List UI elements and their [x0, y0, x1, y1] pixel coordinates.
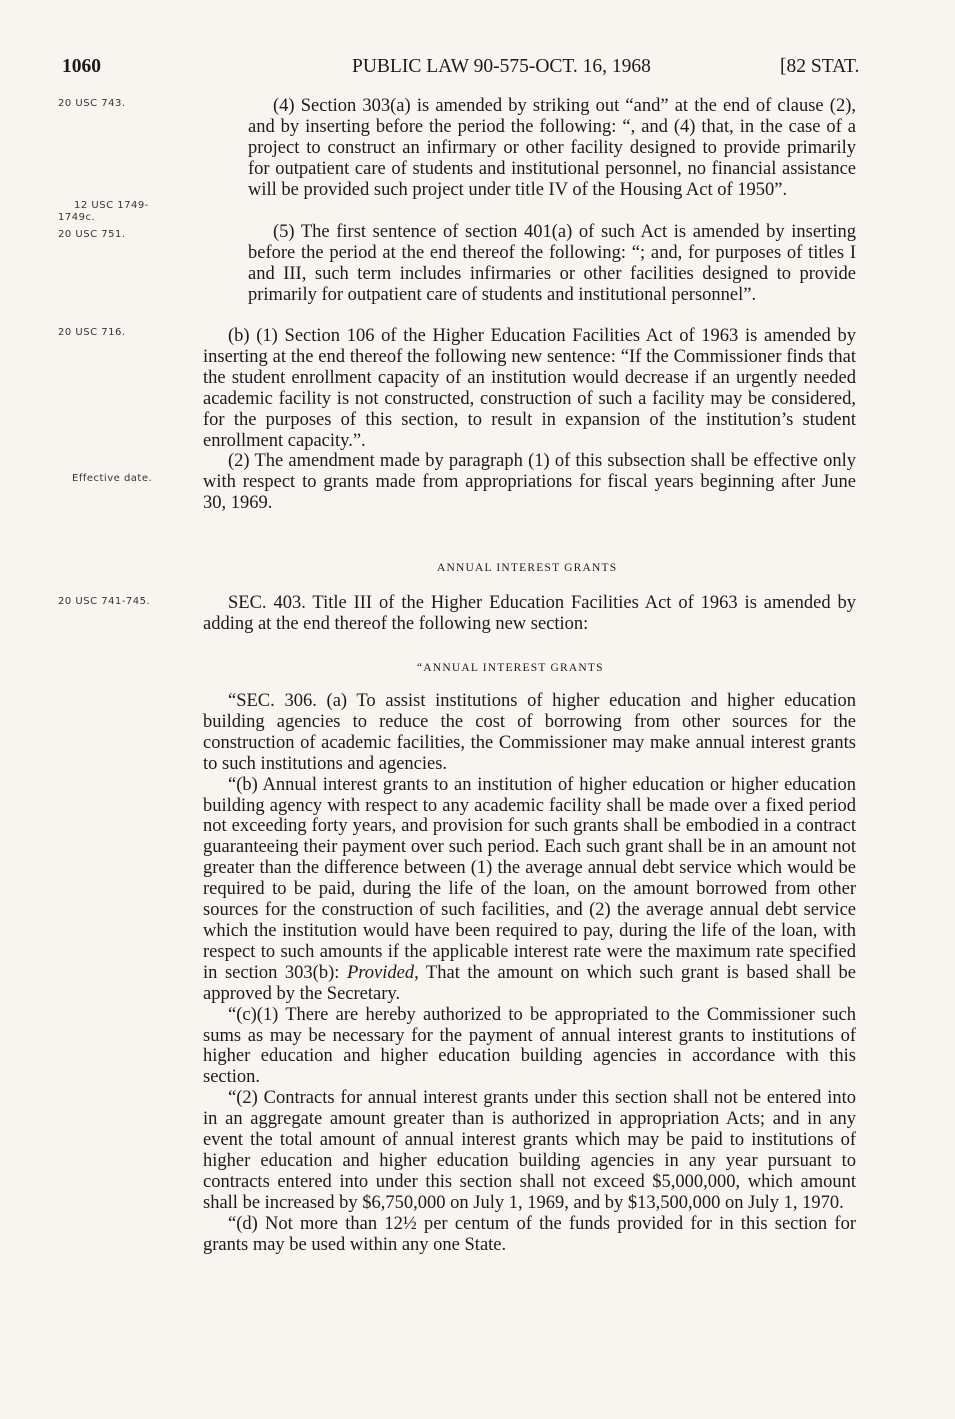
margin-note-20-usc-743: 20 USC 743. — [58, 98, 126, 109]
section-306-d: “(d) Not more than 12½ per centum of the funds provided for in this section for grants may be used within any one State. — [203, 1213, 856, 1255]
subsection-b-1: (b) (1) Section 106 of the Higher Education Facilities Act of 1963 is amended by inserting at the end thereof the following new sentence: “If the Commissioner finds that the student enrollment capacity of an institution would decrease if an urgently needed academic facility is not constructed, construction of such a facility may be considered, for the purposes of this section, to result in expansion of the institution’s student enrollment capacity.”. — [203, 326, 856, 451]
margin-note-20-usc-741-745: 20 USC 741-745. — [58, 596, 151, 607]
statute-reference: [82 STAT. — [780, 56, 860, 77]
section-403-label: SEC. 403. — [228, 593, 306, 613]
section-306 — [203, 691, 856, 1255]
provided-proviso: Provided, — [346, 962, 419, 983]
margin-note-effective-date: Effective date. — [72, 473, 153, 484]
section-306-c-1: “(c)(1) There are hereby authorized to be appropriated to the Commissioner such sums as may be necessary for the payment of annual interest grants to institutions of higher education and higher education building agencies in accordance with this section. — [203, 1004, 856, 1088]
margin-note-20-usc-751: 20 USC 751. — [58, 229, 126, 240]
margin-note-12-usc-1749: 12 USC 1749- — [74, 200, 149, 211]
section-306-a — [203, 691, 856, 775]
paragraph-4-text: (4) Section 303(a) is amended by striking out “and” at the end of clause (2), and by inserting before the period the following: “, and (4) that, in the case of a project to construct an infirmary or other facility designed to provide primarily for outpatient care of students and institutional personnel, no financial assistance will be provided such project under title IV of the Housing Act of 1950”. — [248, 96, 856, 200]
margin-note-12-usc-1749c: 1749c. — [58, 212, 96, 223]
header-title: PUBLIC LAW 90-575-OCT. 16, 1968 — [352, 56, 651, 77]
subsection-b-2: (2) The amendment made by paragraph (1) of this subsection shall be effective only with respect to grants made from appropriations for fiscal years beginning after June 30, 1969. — [203, 451, 856, 514]
section-306-label: “SEC. 306. — [228, 691, 317, 711]
page-number: 1060 — [62, 56, 101, 77]
paragraph-5-text: (5) The first sentence of section 401(a) of such Act is amended by inserting before the period at the end thereof the following: “; and, for purposes of titles I and III, such term includes infirmaries or other facilities designed to provide primarily for outpatient care of students and institutional personnel”. — [248, 222, 856, 305]
section-306-a-body: (a) To assist institutions of higher education and higher education building agencies to reduce the cost of borrowing from other sources for the construction of academic facilities, the Commissioner may make annual interest grants to such institutions and agencies. — [203, 691, 857, 774]
section-heading-annual-interest-grants: ANNUAL INTEREST GRANTS — [437, 562, 618, 574]
paragraph-5 — [248, 222, 856, 306]
quoted-heading-annual-interest-grants: “ANNUAL INTEREST GRANTS — [417, 662, 604, 674]
margin-note-20-usc-716: 20 USC 716. — [58, 327, 126, 338]
section-403-body: Title III of the Higher Education Facilities Act of 1963 is amended by adding at the end thereof the following new section: — [203, 593, 856, 634]
paragraph-4 — [248, 96, 856, 201]
running-header — [0, 56, 955, 82]
section-403 — [203, 593, 856, 635]
subsection-b — [203, 326, 856, 514]
section-403-text — [203, 593, 856, 635]
section-306-b — [203, 775, 856, 1005]
section-306-c-2: “(2) Contracts for annual interest grants under this section shall not be entered into in an aggregate amount greater than is authorized in appropriation Acts; and in any event the total amount of annual interest grants which may be paid to institutions of higher education and higher education building agencies in any year pursuant to contracts entered into under this section shall not exceed $5,000,000, which amount shall be increased by $6,750,000 on July 1, 1969, and by $13,500,000 on July 1, 1970. — [203, 1088, 856, 1213]
section-306-b-part2: That the amount on which such grant is based shall be approved by the Secretary. — [203, 962, 856, 1004]
section-306-b-part1: “(b) Annual interest grants to an institution of higher education or higher education building agency with respect to any academic facility shall be made over a fixed period not exceeding forty years, and provision for such grants shall be embodied in a contract guaranteeing their payment over such period. Each such grant shall be in an amount not greater than the difference between (1) the average annual debt service which would be required to be paid, during the life of the loan, on the amount borrowed from other sources for the construction of such facilities, and (2) the average annual debt service which the institution would have been required to pay, during the life of the loan, with respect to such amounts if the applicable interest rate were the maximum rate specified in section 303(b): — [203, 774, 856, 983]
